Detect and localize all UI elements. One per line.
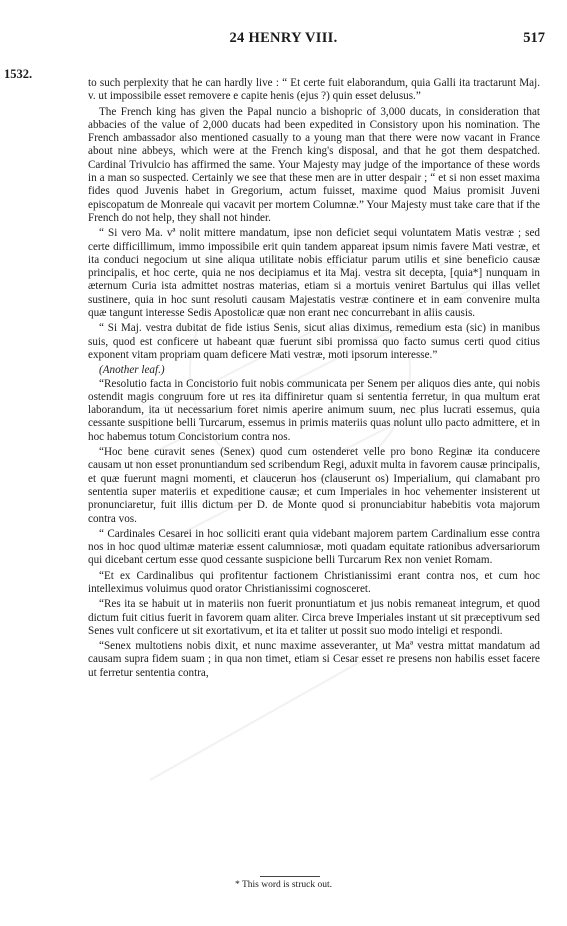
paragraph: “Hoc bene curavit senes (Senex) quod cum ostenderet velle pro bono Reginæ ita conducere causam ut non esset pronuntiandum sed scribendum Regi, aduxit multa in favorem causæ principalis, et quæ fuerunt magni momenti, et claucerun hos (clauserunt os) Imperialium, qui clamabant pro sententia super materiis et expeditione causæ; et cum Imperiales in hoc vehementer insisterent ut pronunciaretur, fuit illis dictum per D. de Monte quod si pronunciabitur habebitis vota majorum contra vos. [88, 446, 540, 525]
section-heading: (Another leaf.) [99, 364, 165, 377]
paragraph: “Senex multotiens nobis dixit, et nunc maxime asseveranter, ut Maª vestra mittat mandatum ad causam supra fidem suam ; in qua non timet, etiam si Cesar esset re presens non habilis esset facere ut ferretur sententia contra, [88, 640, 540, 679]
running-title: 24 HENRY VIII. [229, 30, 338, 46]
paragraph: “Resolutio facta in Concistorio fuit nobis communicata per Senem per aliquos dies ante, qui nobis ostendit magis congruum fore ut res ita diffiniretur quam si sententia ferretur, in qua multum erat laborandum, ita ut necessarium foret nimis aperire animum suum, nec plus lucrati essemus, quia cessante suspitione belli Turcarum, essemus in primis materiis quas nolunt ullo pacto admittere, et in hoc habemus totum Concistorium contra nos. [88, 377, 540, 443]
paragraph: “ Si Maj. vestra dubitat de fide istius Senis, sicut alias diximus, remedium esta (sic) in manibus suis, quod est conficere ut habeant quæ fuerunt sibi promissa quo facto sumus certi quod citius exponent vitam propriam quam deficere Mati vestræ, moti ipsorum interesse.” [88, 322, 540, 361]
body-text [88, 77, 540, 682]
footnote-rule [260, 876, 320, 877]
paragraph: to such perplexity that he can hardly live : “ Et certe fuit elaborandum, quia Galli ita tractarunt Maj. v. ut impossibile esset removere e capite henis (ejus ?) quin esset delusus.” [88, 77, 540, 103]
paragraph: “Et ex Cardinalibus qui profitentur factionem Christianissimi erant contra nos, et cum hoc intelleximus voluimus quod orator Christianissimi cognosceret. [88, 569, 540, 595]
page-number: 517 [523, 30, 545, 46]
footnote: * This word is struck out. [235, 880, 332, 890]
margin-year: 1532. [4, 67, 33, 81]
paragraph: “ Cardinales Cesarei in hoc solliciti erant quia videbant majorem partem Cardinalium esse contra nos in hoc quod ultimæ materiæ essent calumniosæ, moti quadam equitate rationibus adversariorum qui dicebant certum esse quod cessante suspicione belli Turcarum Rex non veniet Romam. [88, 527, 540, 567]
paragraph: The French king has given the Papal nuncio a bishopric of 3,000 ducats, in consideration that abbacies of the value of 2,000 ducats had been expedited in Consistory upon his nomination. The French ambassador also mentioned casually to a young man that there were now vacant in France about nine abbeys, which were at the French king's disposal, and that he got them despatched. Cardinal Trivulcio has affirmed the same. Your Majesty may judge of the importance of these words in a man so suspected. Certainly we see that these men are in utter despair ; “ et si non esset maxima fides quod Juvenis habet in Gregorium, actum fuisset, maxime quod Maius promisit Juveni episcopatum de Monreale qui vacavit per mortem Columnæ.” Your Majesty must take care that if the French do not help, they shall not hinder. [88, 105, 540, 224]
paragraph: “ Si vero Ma. vª nolit mittere mandatum, ipse non deficiet sequi voluntatem Matis vestræ ; sed certe difficillimum, immo impossibile erit quin tandem appareat ipsum nimis favere Mati vestræ, et ita conduci negocium ut sine aliqua utilitate nobis efficiatur parum utilis et sine beneficio causæ principalis, et hoc certe, quia ne nos decipiamus et ita Maj. vestra sit decepta, [quia*] nunquam in æternum Curia ista admittet nostras materias, etiam si a mortuis veniret Bartulus qui illas vellet sustinere, quia in hoc sunt resoluti causam Majestatis vestræ continere et in eam convenire multa quæ tangunt interesse Sedis Apostolicæ quæ non erant nec concurrebant in aliis causis. [88, 227, 540, 320]
page-header [0, 30, 567, 50]
paragraph: “Res ita se habuit ut in materiis non fuerit pronuntiatum et jus nobis remaneat integrum, et quod dictum fuit citius fuerit in favorem quam aliter. Circa breve Imperiales instant ut sit præceptivum sed Senes vult conficere ut sit exortativum, et ita et taliter ut possit suo modo inteligi et respondi. [88, 598, 540, 637]
